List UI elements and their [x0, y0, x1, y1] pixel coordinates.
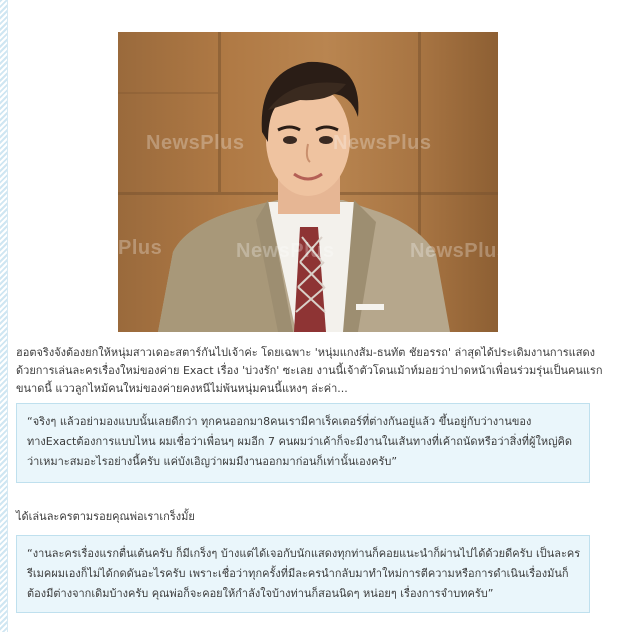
article-intro-paragraph: ฮอตจริงจังต้องยกให้หนุ่มสาวเดอะสตาร์กันไปเจ้าค่ะ โดยเฉพาะ 'หนุ่มแกงส้ม-ธนทัต ชัยอรรถ' ล่าสุดได้ประเดิมงานการแสดงด้วยการเล่นละครเรื่องใหม่ของค่าย Exact เรื่อง 'บ่วงรัก' ซะเลย งานนี้เจ้าตัวโดนเม้าท์มอยว่าปาดหน้าเพื่อนร่วมรุ่นเป็นคนแรกขนาดนี้ แววลูกไหม้คนใหม่ของค่ายคงหนีไม่พ้นหนุ่มคนนี้แหงๆ ล่ะค่า... — [16, 346, 603, 395]
quote-text: “จริงๆ แล้วอย่ามองแบบนั้นเลยดีกว่า ทุกคนออกมา8คนเรามีคาเร็คเตอร์ที่ต่างกันอยู่แล้ว ขึ้นอยู่กับว่างานของทางExactต้องการแบบไหน ผมเชื่อว่าเพื่อนๆ ผมอีก 7 คนผมว่าเค้าก็จะมีงานในเส้นทางที่เค้าถนัดหรือว่าสิ่งที่ผู้ใหญ่คิดว่าเหมาะสมอะไรอย่างนี้ครับ แค่บังเอิญว่าผมมีงานออกมาก่อนก็เท่านั้นเองครับ” — [27, 415, 572, 468]
photo-watermark: NewsPlus — [333, 132, 432, 154]
quote-box — [16, 403, 590, 483]
photo-watermark: NewsPlus — [410, 240, 509, 262]
quote-box — [16, 535, 590, 613]
quote-text: “งานละครเรื่องแรกตื่นเต้นครับ ก็มีเกร็งๆ บ้างแต่ได้เจอกับนักแสดงทุกท่านก็คอยแนะนำก็ผ่านไปได้ด้วยดีครับ เป็นละครรีเมคผมเองก็ไม่ได้กดดันอะไรครับ เพราะเชื่อว่าทุกครั้งที่มีละครนำกลับมาทำใหม่การตีความหรือการดำเนินเรื่องมันก็ต้องมีต่างจากเดิมบ้างครับ คุณพ่อก็จะคอยให้กำลังใจบ้างท่านก็สอนนิดๆ หน่อยๆ เรื่องการจำบทครับ” — [27, 547, 581, 600]
interview-question: ได้เล่นละครตามรอยคุณพ่อเราเกร็งมั้ย — [16, 510, 195, 523]
article-photo — [118, 32, 509, 332]
left-border-decoration — [0, 0, 8, 632]
photo-watermark: NewsPlus — [146, 132, 245, 154]
photo-watermark: NewsPlus — [236, 240, 335, 262]
photo-watermark: Plus — [118, 237, 163, 259]
person-figure — [118, 32, 498, 332]
